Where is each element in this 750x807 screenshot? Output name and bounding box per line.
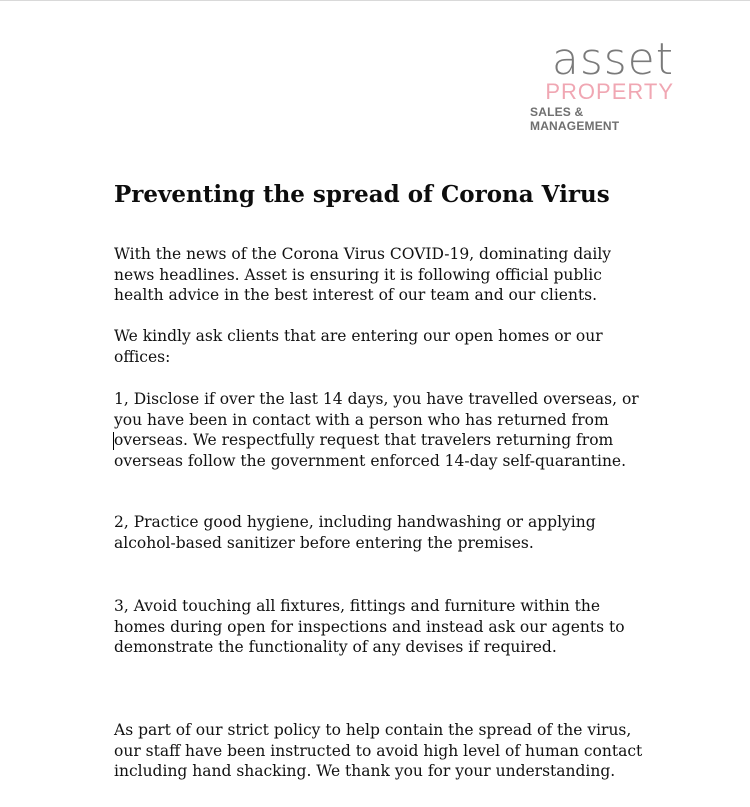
- paragraph-closing: As part of our strict policy to help contain the spread of the virus, our staff have been instructed to avoid high level of human contact including hand shacking. We thank you for your understanding.: [114, 721, 643, 780]
- logo-wordmark-property: PROPERTY: [545, 79, 674, 104]
- logo-tagline: SALES & MANAGEMENT: [530, 105, 620, 133]
- text-cursor: [113, 432, 114, 450]
- page-top-edge: [0, 0, 750, 1]
- paragraph-item-1: 1, Disclose if over the last 14 days, you have travelled overseas, or you have been in contact with a person who has returned from overseas. We respectfully request that travelers returning from overseas follow the government enforced 14-day self-quarantine.: [114, 390, 639, 470]
- paragraph-intro: With the news of the Corona Virus COVID-19, dominating daily news headlines. Asset is ensuring it is following official public health advice in the best interest of our team and our clients.: [114, 245, 612, 304]
- document-title: Preventing the spread of Corona Virus: [114, 181, 610, 208]
- paragraph-item-3: 3, Avoid touching all fixtures, fittings and furniture within the homes during open for inspections and instead ask our agents to demonstrate the functionality of any devises if required.: [114, 597, 625, 656]
- paragraph-request: We kindly ask clients that are entering our open homes or our offices:: [114, 327, 603, 366]
- asset-property-logo: [530, 34, 720, 133]
- logo-wordmark-asset: asset: [551, 34, 674, 85]
- paragraph-item-2: 2, Practice good hygiene, including handwashing or applying alcohol-based sanitizer before entering the premises.: [114, 513, 596, 552]
